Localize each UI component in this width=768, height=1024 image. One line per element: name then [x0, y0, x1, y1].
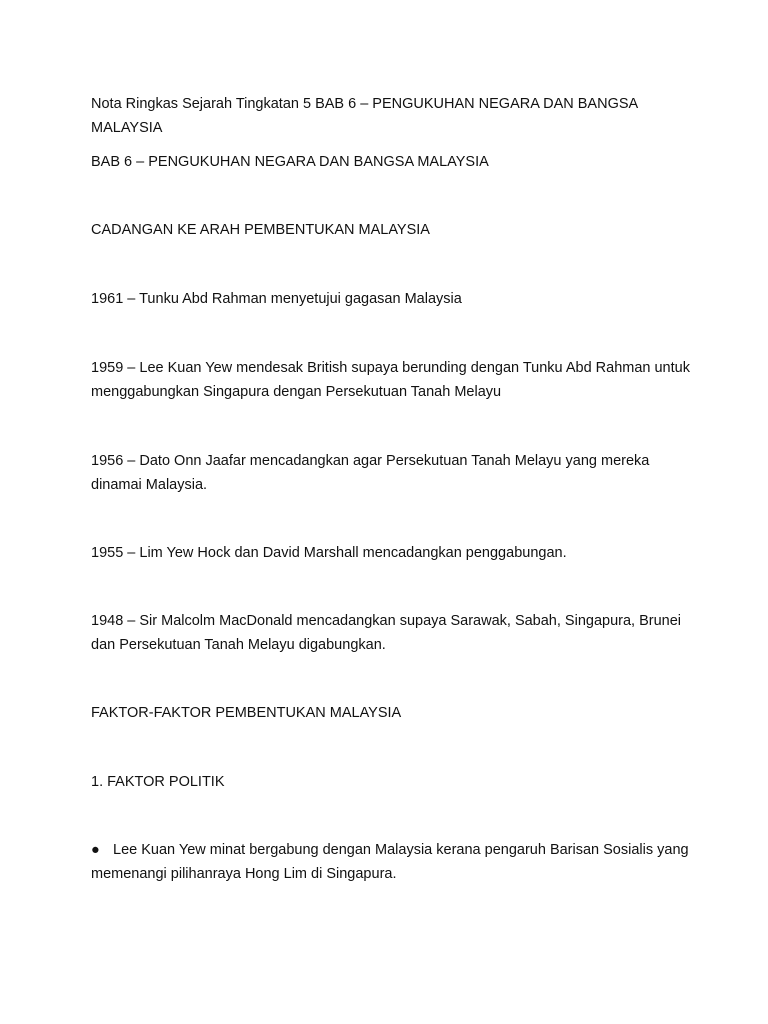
- bullet-text: Lee Kuan Yew minat bergabung dengan Malaysia kerana pengaruh Barisan Sosialis yang memenangi pilihanraya Hong Lim di Singapura.: [91, 842, 689, 882]
- event-1959: 1959 – Lee Kuan Yew mendesak British supaya berunding dengan Tunku Abd Rahman untuk menggabungkan Singapura dengan Persekutuan Tanah Melayu: [91, 360, 690, 400]
- event-1961: 1961 – Tunku Abd Rahman menyetujui gagasan Malaysia: [91, 291, 462, 307]
- bullet-dot: ●: [91, 842, 100, 858]
- section-heading-proposals: CADANGAN KE ARAH PEMBENTUKAN MALAYSIA: [91, 222, 430, 238]
- document-title: Nota Ringkas Sejarah Tingkatan 5 BAB 6 – PENGUKUHAN NEGARA DAN BANGSA MALAYSIA: [91, 96, 638, 136]
- event-1948: 1948 – Sir Malcolm MacDonald mencadangkan supaya Sarawak, Sabah, Singapura, Brunei dan Persekutuan Tanah Melayu digabungkan.: [91, 613, 682, 653]
- bullet-item: [91, 838, 691, 886]
- chapter-heading: BAB 6 – PENGUKUHAN NEGARA DAN BANGSA MALAYSIA: [91, 154, 489, 170]
- section-heading-factors: FAKTOR-FAKTOR PEMBENTUKAN MALAYSIA: [91, 705, 402, 721]
- event-1956: 1956 – Dato Onn Jaafar mencadangkan agar Persekutuan Tanah Melayu yang mereka dinamai Malaysia.: [91, 453, 650, 493]
- event-1955: 1955 – Lim Yew Hock dan David Marshall mencadangkan penggabungan.: [91, 545, 567, 561]
- subsection-heading-political: 1. FAKTOR POLITIK: [91, 774, 225, 790]
